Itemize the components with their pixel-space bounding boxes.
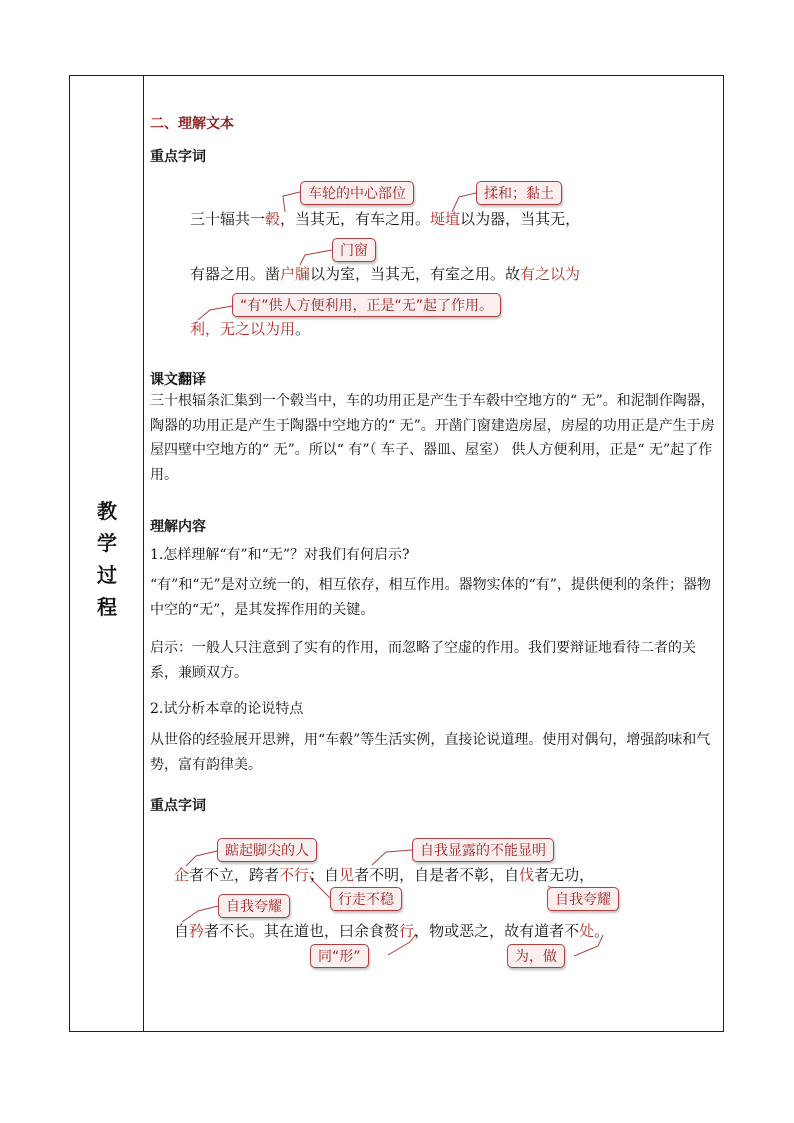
- annotation-tag: 自我夸耀: [547, 887, 619, 911]
- annotation-tag: 行走不稳: [330, 887, 402, 911]
- key-word: 见: [339, 866, 355, 884]
- key-word: 有之以为: [520, 265, 581, 283]
- passage1-line3: 利，无之以为用。: [190, 320, 311, 338]
- annotation-tag: 自我夸耀: [218, 894, 290, 918]
- annotation-tag: 揉和；黏土: [476, 181, 562, 205]
- question-1: 1.怎样理解“有”和“无”？对我们有何启示?: [150, 547, 410, 563]
- side-label: [90, 495, 124, 623]
- side-char: 过: [97, 563, 117, 587]
- section-title: 二、理解文本: [150, 116, 234, 132]
- answer-1-insight: 启示：一般人只注意到了实有的作用，而忽略了空虚的作用。我们要辩证地看待二者的关系，兼顾双方。: [150, 640, 696, 681]
- key-words-heading-2: 重点字词: [150, 798, 206, 814]
- annotation-tag: “有”供人方便利用，正是“无”起了作用。: [232, 293, 501, 317]
- key-word: 毂: [265, 210, 281, 228]
- translation-heading: 课文翻译: [150, 372, 206, 388]
- passage2-line2: 自矜者不长。其在道也，曰余食赘行，物或恶之，故有道者不处。: [174, 922, 610, 940]
- key-word: 行: [399, 922, 415, 940]
- side-char: 学: [97, 531, 117, 555]
- key-word: 伐: [519, 866, 535, 884]
- key-word: 埏埴: [430, 210, 461, 228]
- key-words-heading: 重点字词: [150, 149, 206, 165]
- annotation-tag: 同“形”: [310, 944, 369, 968]
- answer-1: “有”和“无”是对立统一的，相互依存，相互作用。器物实体的“有”，提供便利的条件；器物中空的“无”，是其发挥作用的关键。: [150, 577, 711, 618]
- question-2: 2.试分析本章的论说特点: [150, 701, 304, 717]
- annotation-tag: 车轮的中心部位: [300, 181, 414, 205]
- annotation-tag: 踮起脚尖的人: [217, 838, 317, 862]
- key-word: 矜: [189, 922, 205, 940]
- column-divider: [143, 75, 144, 1032]
- translation-text: 三十根辐条汇集到一个毂当中，车的功用正是产生于车毂中空地方的“ 无”。和泥制作陶器，陶器的功用正是产生于陶器中空地方的“ 无”。开凿门窗建造房屋，房屋的功用正是产生于房屋四壁中空地方的“ 无”。所以“ 有”（ 车子、器皿、屋室） 供人方便利用，正是“ 无”起了作用。: [150, 393, 715, 483]
- key-word: 不行: [279, 866, 310, 884]
- annotation-tag: 门窗: [332, 238, 376, 262]
- passage2-line1: 企者不立，跨者不行；自见者不明，自是者不彰，自伐者无功，: [174, 866, 595, 884]
- side-char: 程: [97, 595, 117, 619]
- understanding-heading: 理解内容: [150, 519, 206, 535]
- key-word: 户牖: [280, 265, 311, 283]
- passage1-line2: 有器之用。凿户牖以为室，当其无，有室之用。故有之以为: [190, 265, 581, 283]
- annotation-tag: 自我显露的不能显明: [412, 838, 554, 862]
- key-word: 企: [174, 866, 190, 884]
- passage1-line1: 三十辐共一毂，当其无，有车之用。埏埴以为器，当其无，: [190, 210, 581, 228]
- annotation-tag: 为，做: [507, 944, 565, 968]
- key-phrase: 利，无之以为用: [190, 320, 296, 338]
- answer-2: 从世俗的经验展开思辨，用“车毂”等生活实例，直接论说道理。使用对偶句，增强韵味和气势，富有韵律美。: [150, 732, 711, 773]
- side-char: 教: [97, 499, 117, 523]
- key-word: 处: [579, 922, 595, 940]
